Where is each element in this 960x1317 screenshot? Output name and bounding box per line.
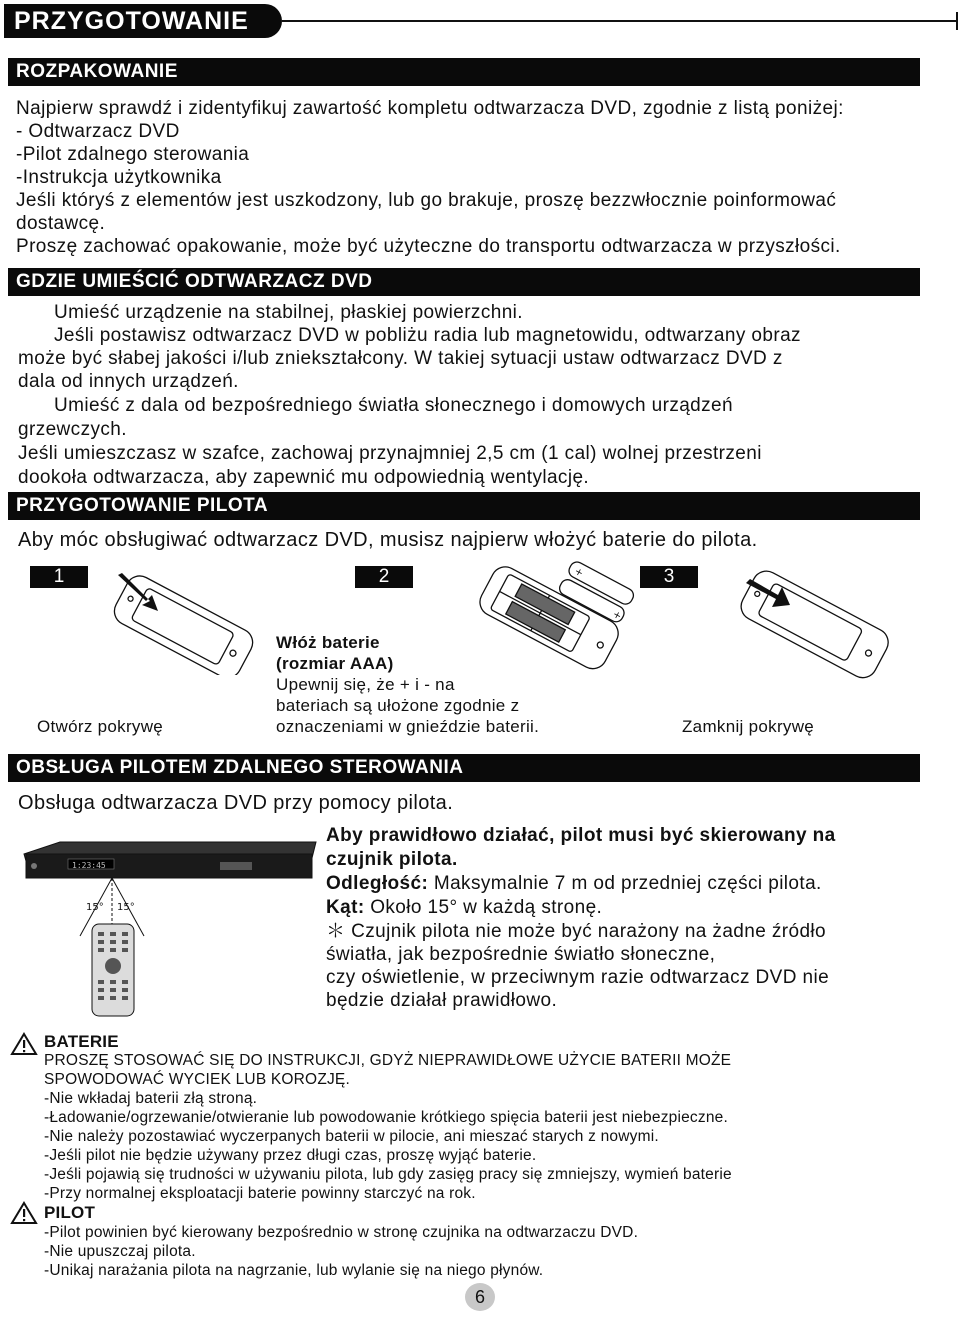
unpack-line: dostawcę.: [16, 213, 106, 234]
dvd-display-text: 1:23:45: [72, 861, 106, 870]
remote-warning-line: -Pilot powinien być kierowany bezpośrednio w stronę czujnika na odtwarzaczu DVD.: [44, 1224, 639, 1241]
section-header-placement: GDZIE UMIEŚCIĆ ODTWARZACZ DVD: [8, 268, 920, 296]
sensor-note: będzie działał prawidłowo.: [326, 990, 558, 1011]
aim-instruction: Aby prawidłowo działać, pilot musi być skierowany na: [326, 825, 836, 846]
step-2-title: (rozmiar AAA): [276, 654, 394, 673]
step-1-caption: Otwórz pokrywę: [37, 717, 164, 736]
batteries-line: -Nie należy pozostawiać wyczerpanych baterii w pilocie, ani mieszać starych z nowymi.: [44, 1128, 659, 1145]
sensor-note: czy oświetlenie, w przeciwnym razie odtwarzacz DVD nie: [326, 967, 830, 988]
batteries-line: -Przy normalnej eksploatacji baterie powinny starczyć na rok.: [44, 1185, 476, 1202]
batteries-line: -Jeśli pilot nie będzie używany przez długi czas, proszę wyjąć baterie.: [44, 1147, 537, 1164]
angle-mark-left: 15°: [86, 902, 104, 913]
batteries-line: -Nie wkładaj baterii złą stroną.: [44, 1090, 258, 1107]
placement-line: może być słabej jakości i/lub zniekształcony. W takiej sytuacji ustaw odtwarzacz DVD z: [18, 348, 783, 369]
step-2-caption: Upewnij się, że + i - na: [276, 675, 455, 694]
section-header-remote-prep: PRZYGOTOWANIE PILOTA: [8, 492, 920, 520]
sensor-note: światła, jak bezpośrednie światło słoneczne,: [326, 944, 716, 965]
title-rule-end: [946, 12, 958, 30]
placement-line: Umieść urządzenie na stabilnej, płaskiej powierzchni.: [54, 302, 523, 323]
title-rule: [282, 20, 956, 22]
placement-line: Umieść z dala od bezpośredniego światła słonecznego i domowych urządzeń: [54, 395, 733, 416]
placement-line: grzewczych.: [18, 419, 127, 440]
warning-icon: [10, 1201, 38, 1225]
placement-line: dala od innych urządzeń.: [18, 371, 239, 392]
batteries-heading: BATERIE: [44, 1032, 119, 1051]
svg-text:+: +: [572, 565, 585, 580]
step-3-caption: Zamknij pokrywę: [682, 717, 815, 736]
placement-line: dookoła odtwarzacza, aby zapewnić mu odpowiednią wentylację.: [18, 467, 590, 488]
remote-warning-line: -Unikaj narażania pilota na nagrzanie, lub wylanie się na niego płynów.: [44, 1262, 544, 1279]
aim-instruction: czujnik pilota.: [326, 849, 458, 870]
page-title-banner: [4, 4, 282, 38]
svg-text:+: +: [610, 608, 624, 623]
placement-line: Jeśli postawisz odtwarzacz DVD w pobliżu radia lub magnetowidu, odtwarzany obraz: [54, 325, 801, 346]
batteries-line: PROSZĘ STOSOWAĆ SIĘ DO INSTRUKCJI, GDYŻ NIEPRAWIDŁOWE UŻYCIE BATERII MOŻE: [44, 1052, 732, 1069]
close-cover-illustration: [720, 565, 920, 685]
page-title: PRZYGOTOWANIE: [14, 7, 249, 35]
batteries-line: SPOWODOWAĆ WYCIEK LUB KOROZJĘ.: [44, 1071, 350, 1088]
unpack-line: Proszę zachować opakowanie, może być użyteczne do transportu odtwarzacza w przyszłości.: [16, 236, 841, 257]
insert-batteries-illustration: [470, 556, 650, 676]
unpack-line: - Odtwarzacz DVD: [16, 121, 180, 142]
unpack-line: Najpierw sprawdź i zidentyfikuj zawartość kompletu odtwarzacza DVD, zgodnie z listą poniżej:: [16, 98, 844, 119]
step-3-badge: 3: [640, 566, 698, 588]
warning-icon: [10, 1032, 38, 1056]
remote-warning-line: -Nie upuszczaj pilota.: [44, 1243, 196, 1260]
remote-use-intro: Obsługa odtwarzacza DVD przy pomocy pilota.: [18, 792, 454, 814]
remote-warning-heading: PILOT: [44, 1203, 96, 1222]
step-2-badge: 2: [355, 566, 413, 588]
page-number: 6: [465, 1283, 495, 1311]
unpack-line: -Pilot zdalnego sterowania: [16, 144, 250, 165]
angle-mark-right: 15°: [117, 902, 135, 913]
remote-prep-intro: Aby móc obsługiwać odtwarzacz DVD, musisz najpierw włożyć baterie do pilota.: [18, 529, 758, 551]
section-header-unpack: ROZPAKOWANIE: [8, 58, 920, 86]
sensor-note: ＊ Czujnik pilota nie może być narażony na żadne źródło: [326, 921, 827, 942]
step-1-badge: 1: [30, 566, 88, 588]
step-2-caption: bateriach są ułożone zgodnie z: [276, 696, 520, 715]
step-2-title: Włóż baterie: [276, 633, 380, 652]
dvd-remote-illustration: [20, 828, 320, 1020]
unpack-line: -Instrukcja użytkownika: [16, 167, 222, 188]
batteries-line: -Ładowanie/ogrzewanie/otwieranie lub powodowanie krótkiego spięcia baterii jest niebezpieczne.: [44, 1109, 728, 1126]
unpack-line: Jeśli któryś z elementów jest uszkodzony, lub go brakuje, proszę bezzwłocznie poinformować: [16, 190, 837, 211]
batteries-line: -Jeśli pojawią się trudności w używaniu pilota, lub gdy zasięg pracy się zmniejszy, wymień baterie: [44, 1166, 732, 1183]
section-header-remote-use: OBSŁUGA PILOTEM ZDALNEGO STEROWANIA: [8, 754, 920, 782]
placement-line: Jeśli umieszczasz w szafce, zachowaj przynajmniej 2,5 cm (1 cal) wolnej przestrzeni: [18, 443, 762, 464]
open-cover-illustration: [100, 565, 260, 675]
step-2-caption: oznaczeniami w gnieździe baterii.: [276, 717, 540, 736]
angle-line: Kąt: Około 15° w każdą stronę.: [326, 897, 603, 918]
distance-line: Odległość: Maksymalnie 7 m od przedniej części pilota.: [326, 873, 822, 894]
